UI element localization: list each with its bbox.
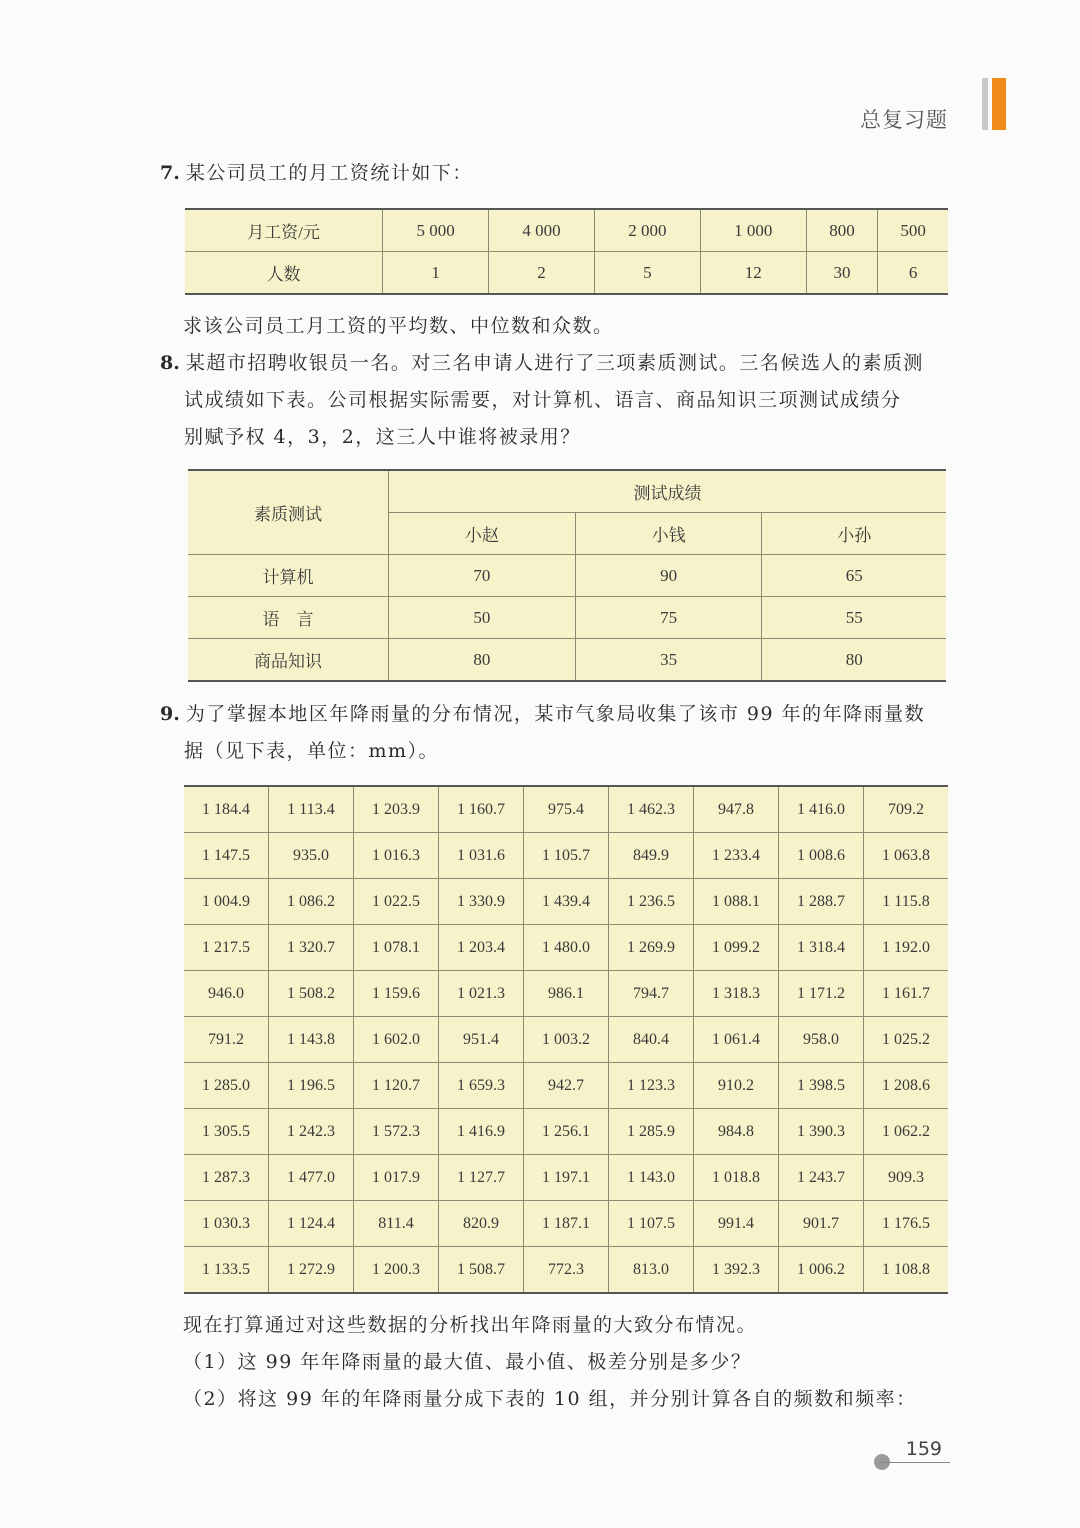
table-row-label: 计算机	[188, 555, 389, 597]
table-cell: 1 000	[700, 209, 806, 252]
table-row	[185, 209, 948, 252]
table-cell: 6	[878, 252, 948, 295]
question-text-line: 别赋予权 4，3，2，这三人中谁将被录用？	[184, 426, 581, 448]
table-cell: 1 243.7	[779, 1155, 864, 1201]
table-cell: 1 196.5	[269, 1063, 354, 1109]
salary-table	[185, 208, 948, 295]
table-cell: 80	[762, 639, 946, 682]
table-cell: 1 016.3	[354, 833, 439, 879]
table-cell: 909.3	[864, 1155, 949, 1201]
table-cell: 1 659.3	[439, 1063, 524, 1109]
table-cell: 1 143.0	[609, 1155, 694, 1201]
table-cell: 1 508.7	[439, 1247, 524, 1294]
question-text-line: 某超市招聘收银员一名。对三名申请人进行了三项素质测试。三名候选人的素质测	[185, 352, 924, 374]
question-text-line: 试成绩如下表。公司根据实际需要，对计算机、语言、商品知识三项测试成绩分	[184, 389, 902, 411]
table-row-label: 商品知识	[188, 639, 389, 682]
table-cell: 840.4	[609, 1017, 694, 1063]
table-row	[184, 1201, 948, 1247]
table-row	[188, 597, 946, 639]
table-cell: 1 285.9	[609, 1109, 694, 1155]
table-cell: 2	[489, 252, 595, 295]
table-cell: 1 416.9	[439, 1109, 524, 1155]
question-9-subquestion-2: （2）将这 99 年的年降雨量分成下表的 10 组，并分别计算各自的频数和频率：	[183, 1388, 917, 1410]
table-column-header: 小赵	[389, 513, 576, 555]
table-cell: 1 320.7	[269, 925, 354, 971]
table-cell: 1 285.0	[184, 1063, 269, 1109]
table-cell: 50	[389, 597, 576, 639]
table-cell: 1 143.8	[269, 1017, 354, 1063]
table-cell: 1 159.6	[354, 971, 439, 1017]
table-cell: 1 030.3	[184, 1201, 269, 1247]
table-cell: 811.4	[354, 1201, 439, 1247]
table-cell: 772.3	[524, 1247, 609, 1294]
rainfall-table	[184, 785, 948, 1294]
table-cell: 75	[575, 597, 762, 639]
table-cell: 5 000	[383, 209, 489, 252]
table-cell: 1 017.9	[354, 1155, 439, 1201]
table-row	[184, 925, 948, 971]
table-cell: 1 161.7	[864, 971, 949, 1017]
table-cell: 947.8	[694, 786, 779, 833]
table-cell: 1 062.2	[864, 1109, 949, 1155]
table-cell: 946.0	[184, 971, 269, 1017]
table-cell: 800	[806, 209, 878, 252]
table-cell: 5	[594, 252, 700, 295]
table-cell: 55	[762, 597, 946, 639]
table-cell: 1 203.9	[354, 786, 439, 833]
table-cell: 1 392.3	[694, 1247, 779, 1294]
table-cell: 1 233.4	[694, 833, 779, 879]
table-cell: 1 398.5	[779, 1063, 864, 1109]
table-cell: 1 108.8	[864, 1247, 949, 1294]
table-cell: 1 602.0	[354, 1017, 439, 1063]
table-cell: 1 208.6	[864, 1063, 949, 1109]
section-marker-accent-bar	[992, 78, 1006, 130]
table-cell: 1 197.1	[524, 1155, 609, 1201]
table-cell: 1 272.9	[269, 1247, 354, 1294]
table-cell: 1 236.5	[609, 879, 694, 925]
table-row	[184, 786, 948, 833]
table-cell: 月工资/元	[185, 209, 383, 252]
table-cell: 1 416.0	[779, 786, 864, 833]
table-cell: 1 390.3	[779, 1109, 864, 1155]
question-9-text-after: 现在打算通过对这些数据的分析找出年降雨量的大致分布情况。	[183, 1314, 758, 1336]
table-row	[188, 639, 946, 682]
table-column-header: 小钱	[575, 513, 762, 555]
table-cell: 1 288.7	[779, 879, 864, 925]
table-cell: 986.1	[524, 971, 609, 1017]
table-cell: 1 480.0	[524, 925, 609, 971]
table-cell: 1 203.4	[439, 925, 524, 971]
table-cell: 1 004.9	[184, 879, 269, 925]
table-cell: 991.4	[694, 1201, 779, 1247]
table-cell: 1 572.3	[354, 1109, 439, 1155]
table-cell: 1 147.5	[184, 833, 269, 879]
table-cell: 1 269.9	[609, 925, 694, 971]
question-text: 某公司员工的月工资统计如下：	[185, 162, 473, 184]
question-number: 9.	[160, 703, 180, 725]
table-cell: 4 000	[489, 209, 595, 252]
table-cell: 1 078.1	[354, 925, 439, 971]
table-cell: 1 287.3	[184, 1155, 269, 1201]
table-cell: 90	[575, 555, 762, 597]
table-cell: 1	[383, 252, 489, 295]
table-cell: 1 008.6	[779, 833, 864, 879]
table-column-header: 小孙	[762, 513, 946, 555]
table-cell: 1 031.6	[439, 833, 524, 879]
question-8	[160, 345, 950, 456]
table-cell: 1 305.5	[184, 1109, 269, 1155]
table-cell: 984.8	[694, 1109, 779, 1155]
question-7-followup: 求该公司员工月工资的平均数、中位数和众数。	[183, 315, 614, 337]
question-number: 8.	[160, 352, 180, 374]
table-cell: 1 439.4	[524, 879, 609, 925]
table-cell: 813.0	[609, 1247, 694, 1294]
table-cell: 1 171.2	[779, 971, 864, 1017]
table-cell: 1 133.5	[184, 1247, 269, 1294]
table-cell: 1 184.4	[184, 786, 269, 833]
table-cell: 1 107.5	[609, 1201, 694, 1247]
table-cell: 1 124.4	[269, 1201, 354, 1247]
table-row	[185, 252, 948, 295]
question-9	[160, 696, 950, 770]
table-cell: 1 003.2	[524, 1017, 609, 1063]
table-cell: 1 256.1	[524, 1109, 609, 1155]
section-marker-thin-bar	[982, 78, 988, 130]
table-cell: 500	[878, 209, 948, 252]
table-cell: 1 462.3	[609, 786, 694, 833]
table-cell: 80	[389, 639, 576, 682]
table-cell: 1 099.2	[694, 925, 779, 971]
table-cell: 2 000	[594, 209, 700, 252]
table-cell: 1 018.8	[694, 1155, 779, 1201]
table-cell: 1 088.1	[694, 879, 779, 925]
table-cell: 1 086.2	[269, 879, 354, 925]
table-cell: 1 318.3	[694, 971, 779, 1017]
table-cell: 1 063.8	[864, 833, 949, 879]
table-cell: 791.2	[184, 1017, 269, 1063]
table-cell: 1 105.7	[524, 833, 609, 879]
table-cell: 1 200.3	[354, 1247, 439, 1294]
table-cell: 1 123.3	[609, 1063, 694, 1109]
table-cell: 70	[389, 555, 576, 597]
table-cell: 709.2	[864, 786, 949, 833]
table-cell: 975.4	[524, 786, 609, 833]
table-cell: 935.0	[269, 833, 354, 879]
table-cell: 794.7	[609, 971, 694, 1017]
table-cell: 1 127.7	[439, 1155, 524, 1201]
table-group-header: 测试成绩	[389, 470, 947, 513]
table-cell: 1 120.7	[354, 1063, 439, 1109]
table-cell: 820.9	[439, 1201, 524, 1247]
table-cell: 35	[575, 639, 762, 682]
table-row	[184, 1109, 948, 1155]
table-row	[184, 879, 948, 925]
table-row	[184, 1017, 948, 1063]
table-row-label: 语 言	[188, 597, 389, 639]
table-cell: 942.7	[524, 1063, 609, 1109]
table-cell: 1 113.4	[269, 786, 354, 833]
section-title: 总复习题	[860, 108, 948, 132]
table-cell: 1 021.3	[439, 971, 524, 1017]
table-cell: 951.4	[439, 1017, 524, 1063]
table-cell: 1 187.1	[524, 1201, 609, 1247]
question-7	[160, 155, 950, 192]
page-number: 159	[905, 1438, 942, 1460]
table-cell: 1 318.4	[779, 925, 864, 971]
table-cell: 1 115.8	[864, 879, 949, 925]
table-cell: 1 477.0	[269, 1155, 354, 1201]
table-cell: 1 508.2	[269, 971, 354, 1017]
table-header-row	[188, 470, 946, 513]
table-cell: 1 061.4	[694, 1017, 779, 1063]
table-row	[184, 833, 948, 879]
question-text-line: 为了掌握本地区年降雨量的分布情况，某市气象局收集了该市 99 年的年降雨量数	[185, 703, 926, 725]
table-cell: 1 025.2	[864, 1017, 949, 1063]
table-row	[184, 1155, 948, 1201]
table-cell: 1 006.2	[779, 1247, 864, 1294]
table-cell: 12	[700, 252, 806, 295]
table-cell: 958.0	[779, 1017, 864, 1063]
table-cell: 1 192.0	[864, 925, 949, 971]
table-cell: 1 022.5	[354, 879, 439, 925]
table-row	[184, 1247, 948, 1294]
table-cell: 1 217.5	[184, 925, 269, 971]
table-row	[184, 971, 948, 1017]
table-cell: 1 160.7	[439, 786, 524, 833]
table-cell: 30	[806, 252, 878, 295]
table-cell: 1 330.9	[439, 879, 524, 925]
table-row	[184, 1063, 948, 1109]
score-table	[188, 469, 946, 682]
table-cell: 人数	[185, 252, 383, 295]
question-number: 7.	[160, 162, 180, 184]
table-cell: 901.7	[779, 1201, 864, 1247]
table-cell: 910.2	[694, 1063, 779, 1109]
table-cell: 1 242.3	[269, 1109, 354, 1155]
table-cell: 65	[762, 555, 946, 597]
table-cell: 849.9	[609, 833, 694, 879]
question-9-subquestion-1: （1）这 99 年年降雨量的最大值、最小值、极差分别是多少？	[183, 1351, 752, 1373]
question-text-line: 据（见下表，单位：mm）。	[184, 740, 440, 762]
table-row	[188, 555, 946, 597]
table-corner-header: 素质测试	[188, 470, 389, 555]
table-cell: 1 176.5	[864, 1201, 949, 1247]
page-number-underline	[880, 1462, 950, 1463]
